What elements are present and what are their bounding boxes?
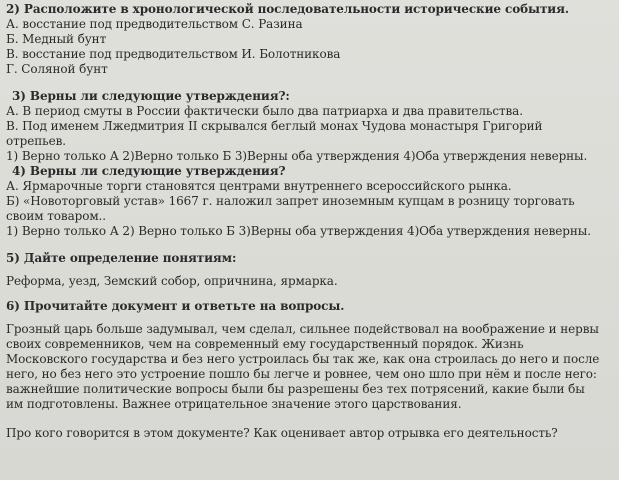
question-3-options: 1) Верно только А 2)Верно только Б 3)Верны оба утверждения 4)Оба утверждения неверны. [6,149,588,163]
question-4-statement-b-line2: своим товаром.. [6,209,106,223]
question-4-statement-b-line1: Б) «Новоторговый устав» 1667 г. наложил запрет иноземным купцам в розницу торговать [6,194,575,208]
question-6-title: 6) Прочитайте документ и ответьте на вопросы. [6,299,345,313]
document-text-line-4: него, но без него это устроение пошло бы легче и ровнее, чем оно шло при нём и после него: [6,367,597,381]
document-text-line-5: важнейшие политические вопросы были бы разрешены без тех потрясений, какие были бы [6,382,585,396]
question-5-title: 5) Дайте определение понятиям: [6,251,237,265]
question-2-item-a: А. восстание под предводительством С. Разина [6,17,303,31]
document-text-line-3: Московского государства и без него устроилась бы так же, как она строилась до него и после [6,352,600,366]
document-text-line-1: Грозный царь больше задумывал, чем сделал, сильнее подействовал на воображение и нервы [6,322,599,336]
question-6-prompt: Про кого говорится в этом документе? Как оценивает автор отрывка его деятельность? [6,426,558,440]
question-3 [6,89,613,164]
question-4 [6,164,613,239]
document-text-line-2: своих современников, чем на современный ему государственный порядок. Жизнь [6,337,524,351]
question-5 [6,251,613,289]
question-4-statement-a: А. Ярмарочные торги становятся центрами внутреннего всероссийского рынка. [6,179,512,193]
question-2-item-d: Г. Соляной бунт [6,62,108,76]
question-4-options: 1) Верно только А 2) Верно только Б 3)Верны оба утверждения 4)Оба утверждения неверны. [6,224,591,238]
question-5-terms: Реформа, уезд, Земский собор, опричнина, ярмарка. [6,274,338,288]
question-3-statement-b-line2: отрепьев. [6,134,66,148]
question-3-statement-b-line1: В. Под именем Лжедмитрия II скрывался беглый монах Чудова монастыря Григорий [6,119,543,133]
document-text-line-6: им подготовлены. Важнее отрицательное значение этого царствования. [6,397,462,411]
question-3-title: 3) Верны ли следующие утверждения?: [12,89,290,103]
question-2-title: 2) Расположите в хронологической последовательности исторические события. [6,2,569,16]
question-2 [6,2,613,77]
question-6 [6,299,613,441]
question-3-statement-a: А. В период смуты в России фактически было два патриарха и два правительства. [6,104,523,118]
question-2-item-c: В. восстание под предводительством И. Болотникова [6,47,341,61]
question-2-item-b: Б. Медный бунт [6,32,107,46]
question-4-title: 4) Верны ли следующие утверждения? [12,164,286,178]
